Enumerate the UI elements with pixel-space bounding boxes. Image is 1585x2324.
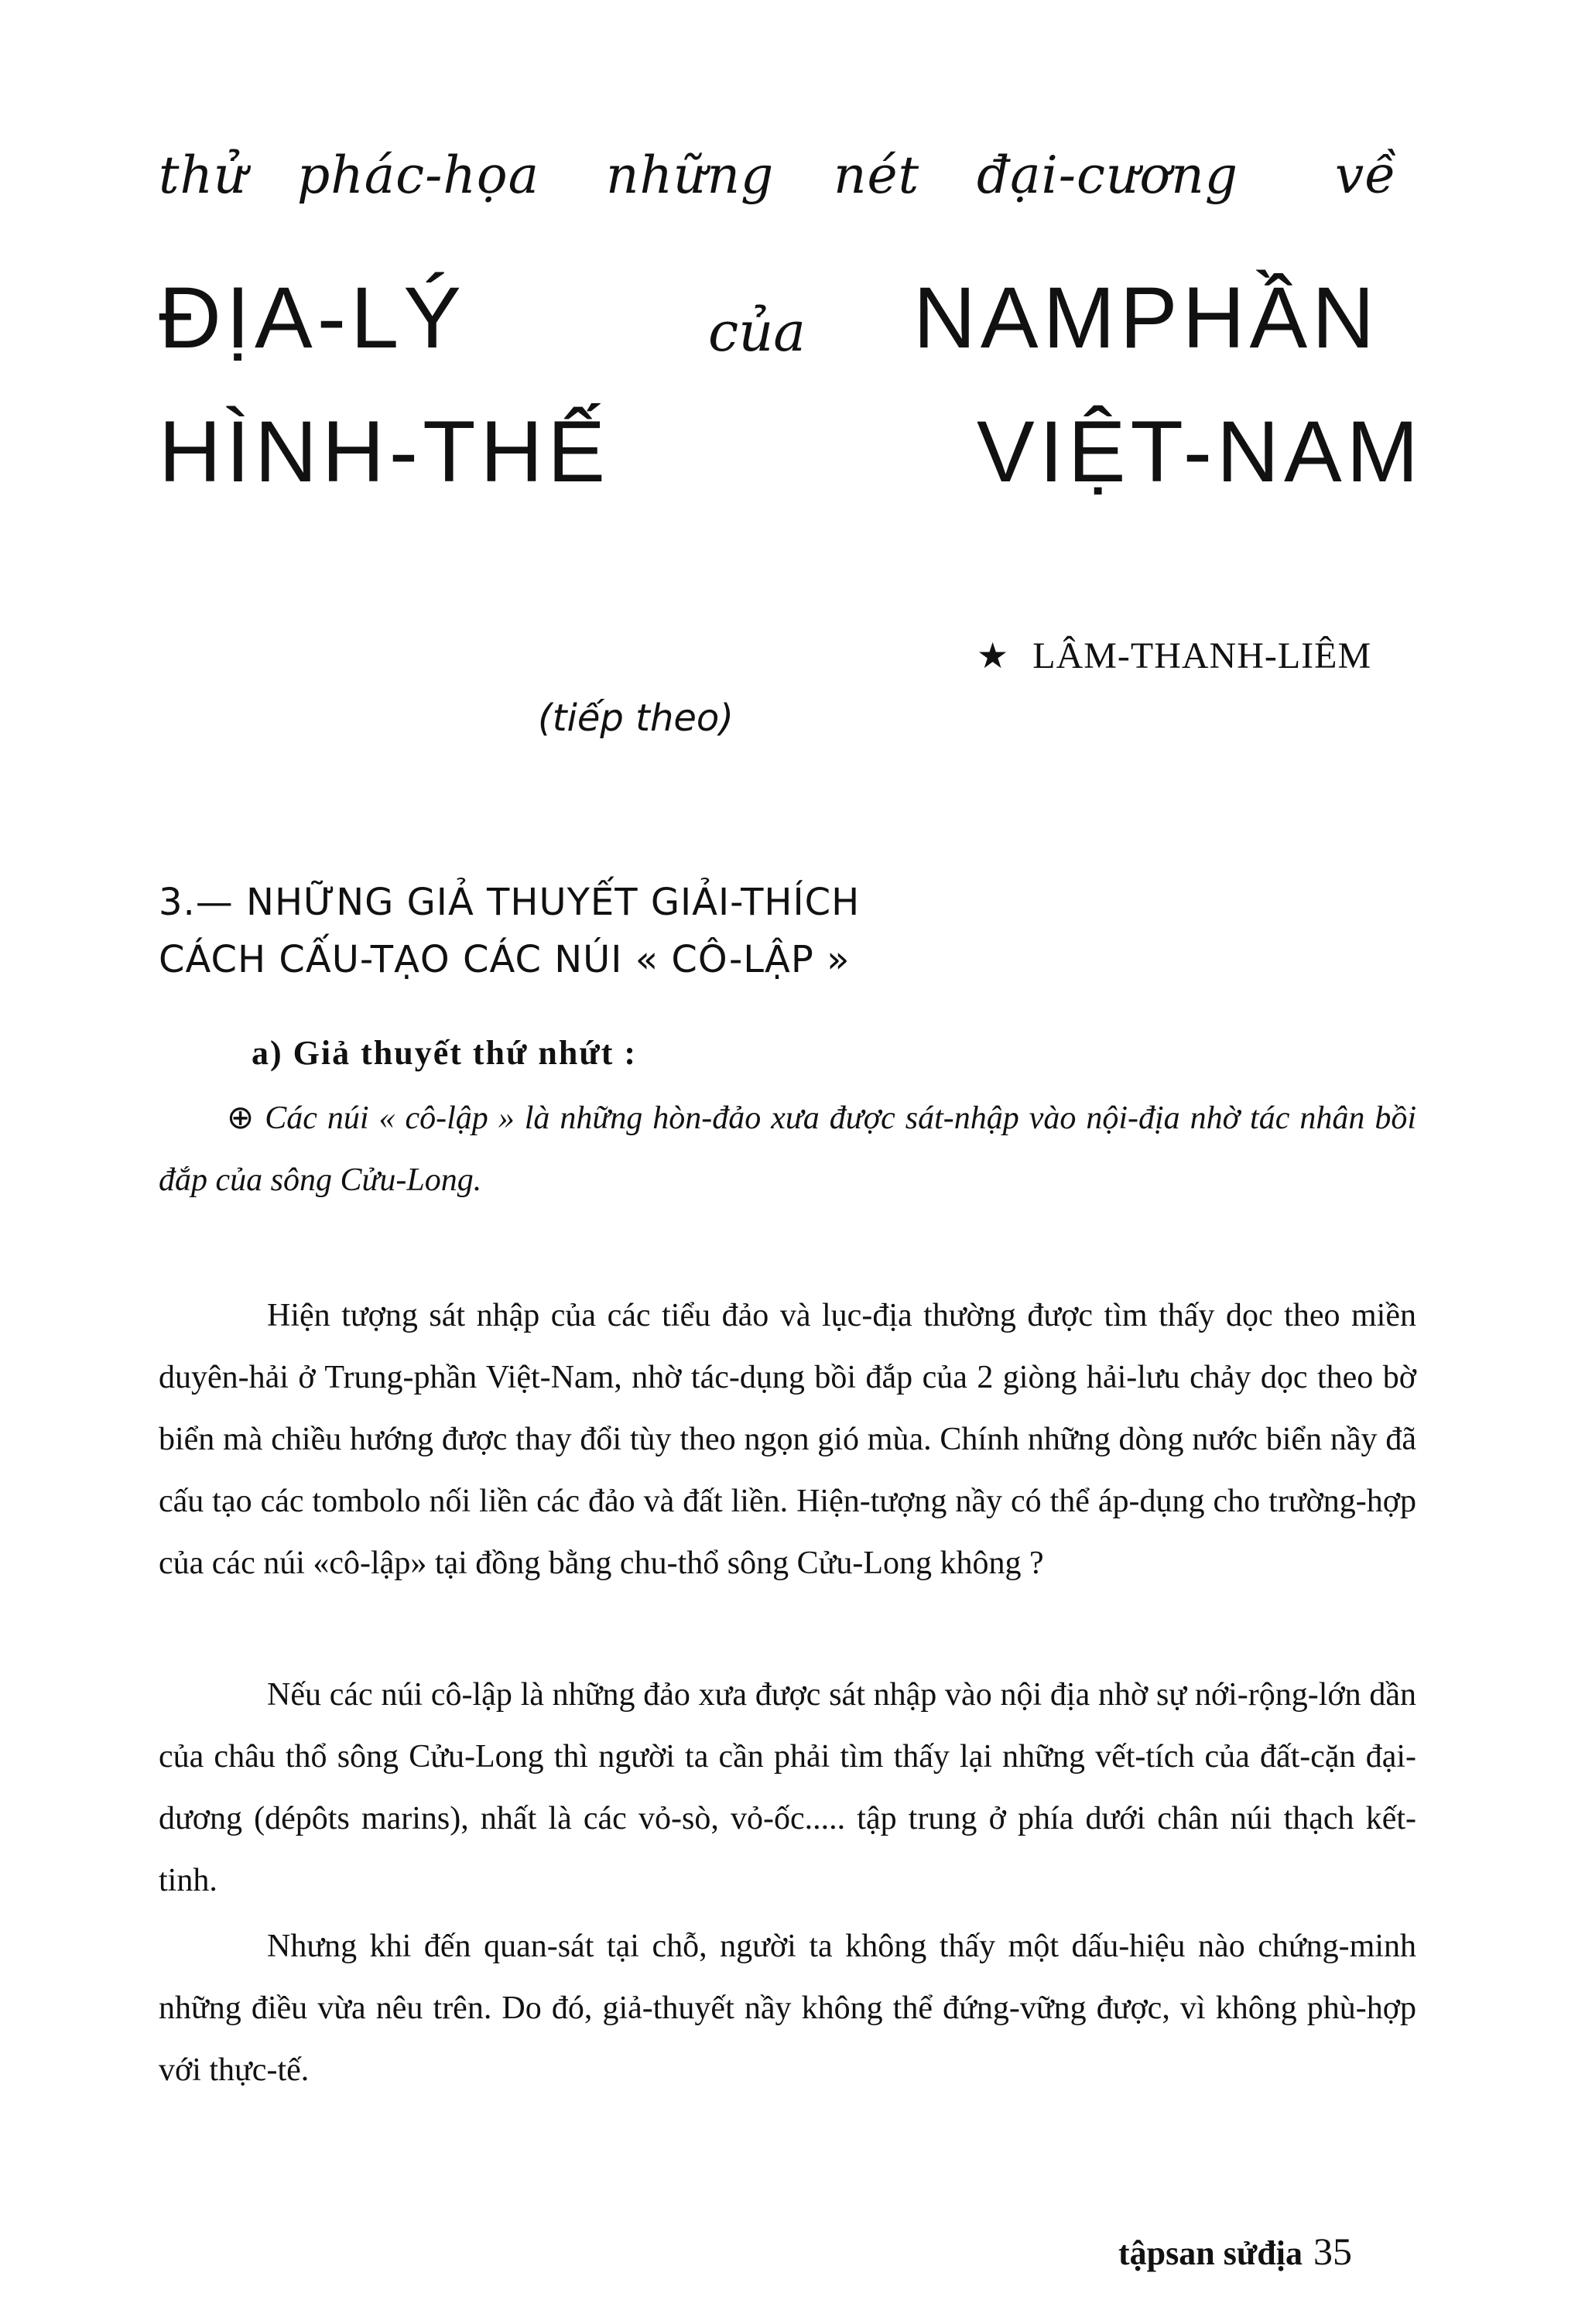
page-number: 35	[1313, 2230, 1352, 2273]
title-hinh-the: HÌNH-THẾ	[159, 403, 611, 500]
author-name: LÂM-THANH-LIÊM	[1032, 635, 1372, 676]
section-heading-line-1: 3.— NHỮNG GIẢ THUYẾT GIẢI-THÍCH	[159, 881, 861, 924]
title-namphan: NAMPHẦN	[913, 269, 1380, 366]
byline	[977, 635, 1371, 677]
circle-plus-icon: ⊕	[227, 1100, 255, 1136]
title-viet-nam: VIỆT-NAM	[977, 403, 1423, 500]
subtitle-word: đại-cương	[977, 145, 1238, 205]
subtitle-word: phác-họa	[297, 145, 539, 205]
subtitle-word: những	[606, 145, 775, 205]
hypothesis-statement	[159, 1087, 1416, 1211]
section-heading-line-2: CÁCH CẤU-TẠO CÁC NÚI « CÔ-LẬP »	[159, 938, 851, 981]
continued-note: (tiếp theo)	[538, 697, 734, 740]
body-paragraph-1: Hiện tượng sát nhập của các tiểu đảo và lục-địa thường được tìm thấy dọc theo miền duyên-hải ở Trung-phần Việt-Nam, nhờ tác-dụng bồi đắp của 2 giòng hải-lưu chảy dọc theo bờ biển mà chiều hướng được thay đổi tùy theo ngọn gió mùa. Chính những dòng nước biển nầy đã cấu tạo các tombolo nối liền các đảo và đất liền. Hiện-tượng nầy có thể áp-dụng cho trường-hợp của các núi «cô-lập» tại đồng bằng chu-thổ sông Cửu-Long không ?	[159, 1298, 1416, 1581]
subtitle-word: về	[1335, 145, 1397, 205]
page-footer	[1118, 2229, 1352, 2274]
body-paragraph-3: Nhưng khi đến quan-sát tại chỗ, người ta không thấy một dấu-hiệu nào chứng-minh những điều vừa nêu trên. Do đó, giả-thuyết nầy không thể đứng-vững được, vì không phù-hợp với thực-tế.	[159, 1929, 1416, 2088]
subtitle-word: nét	[834, 145, 920, 205]
title-dia-ly: ĐỊA-LÝ	[159, 269, 466, 366]
body-paragraph-2: Nếu các núi cô-lập là những đảo xưa được sát nhập vào nội địa nhờ sự nới-rộng-lớn dần của châu thổ sông Cửu-Long thì người ta cần phải tìm thấy lại những vết-tích của đất-cặn đại-dương (dépôts marins), nhất là các vỏ-sò, vỏ-ốc..... tập trung ở phía dưới chân núi thạch kết-tinh.	[159, 1677, 1416, 1898]
title-cua: của	[708, 300, 806, 364]
subtitle-word: thử	[159, 145, 248, 205]
star-icon: ★	[977, 636, 1010, 676]
journal-name: tậpsan sửđịa	[1118, 2234, 1303, 2272]
hypothesis-text: Các núi « cô-lập » là những hòn-đảo xưa được sát-nhập vào nội-địa nhờ tác nhân bồi đắp của sông Cửu-Long.	[159, 1100, 1416, 1198]
subsection-heading: a) Giả thuyết thứ nhứt :	[252, 1034, 638, 1072]
